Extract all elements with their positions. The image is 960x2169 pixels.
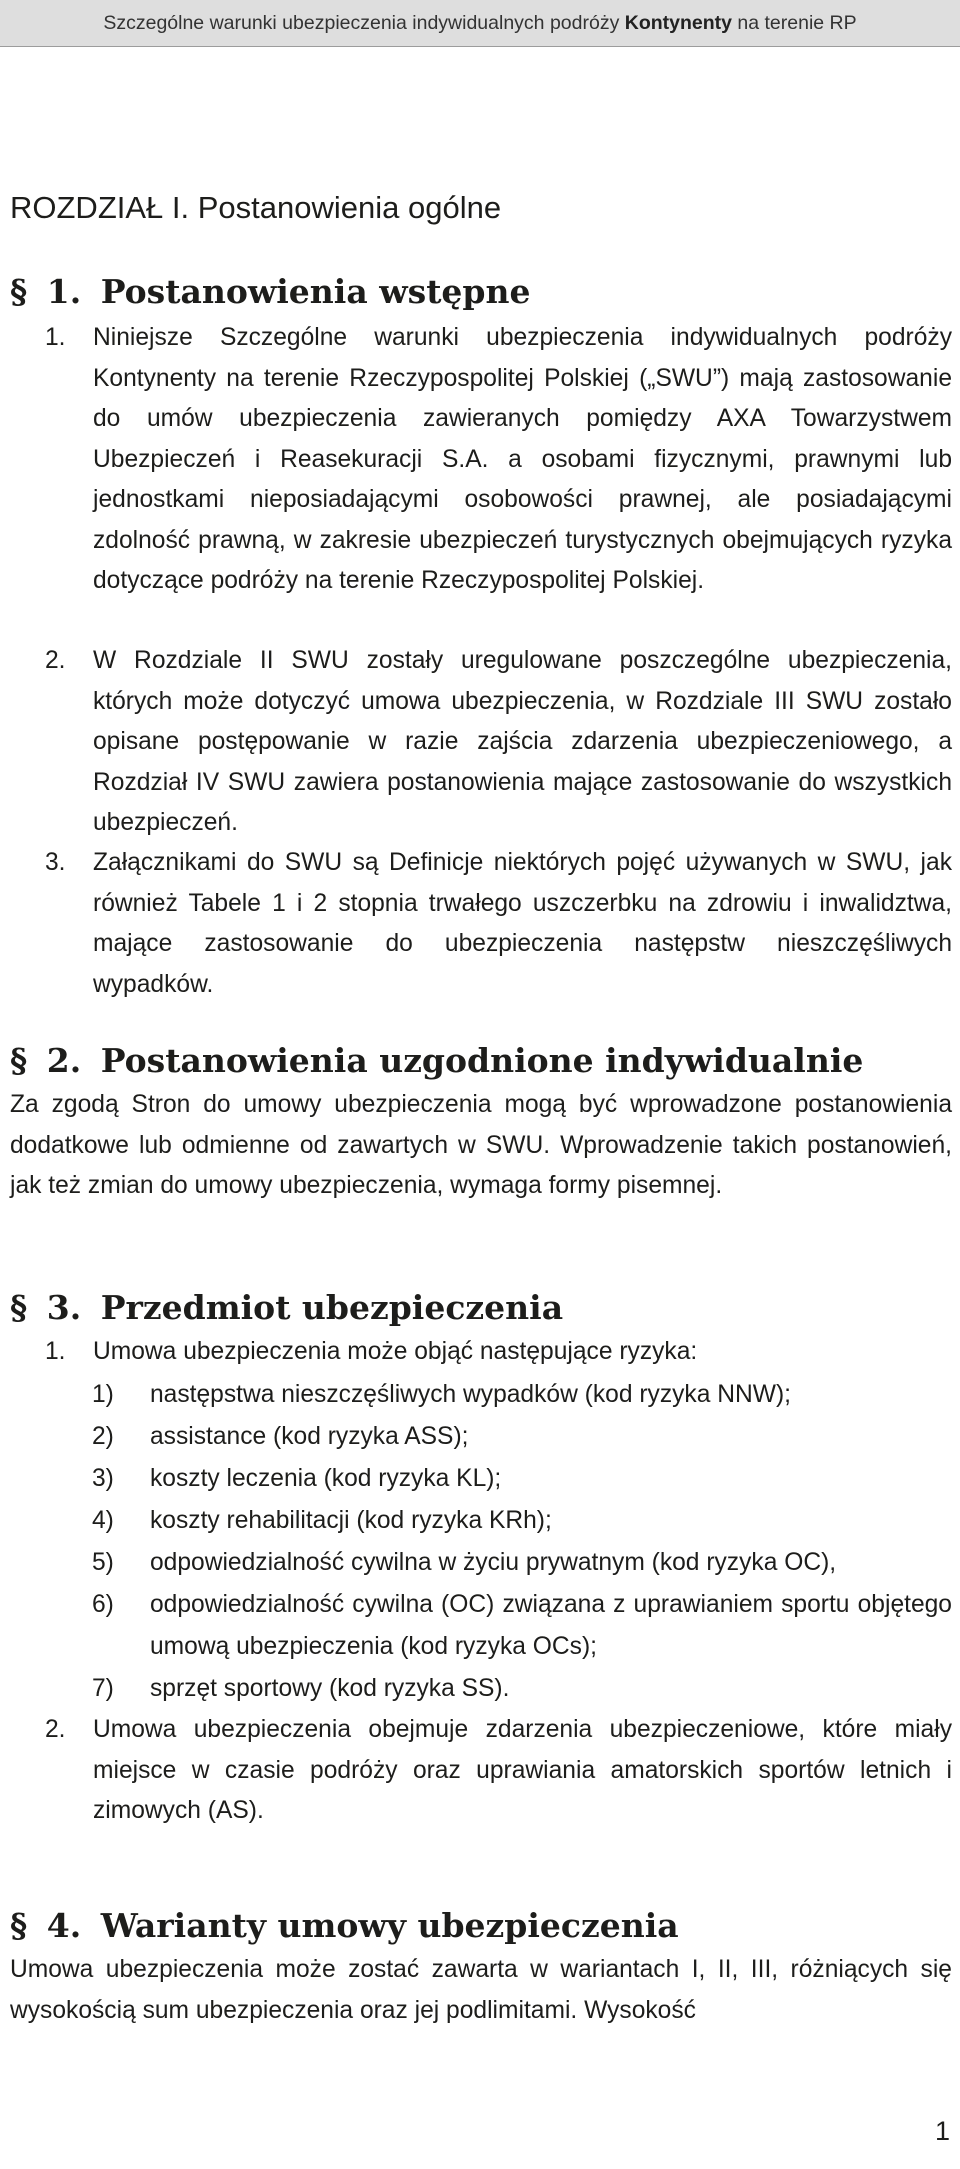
running-header <box>0 0 960 47</box>
risk-list-item <box>10 1458 952 1500</box>
risk-text: koszty leczenia (kod ryzyka KL); <box>150 1465 502 1492</box>
item-number: 2. <box>45 1716 66 1743</box>
item-number: 1. <box>45 1338 66 1365</box>
section-number: 2. <box>46 1041 82 1080</box>
section-4-title <box>10 1904 679 1948</box>
paragraph-text: Umowa ubezpieczenia może zostać zawarta w wariantach I, II, III, różniących się wysokością sum ubezpieczenia oraz jej podlimitami. Wysokość <box>10 1956 952 2024</box>
risk-text: sprzęt sportowy (kod ryzyka SS). <box>150 1675 510 1702</box>
section-heading: Warianty umowy ubezpieczenia <box>100 1906 679 1945</box>
section-heading: Postanowienia wstępne <box>100 272 531 311</box>
list-item <box>10 1332 952 1373</box>
risk-list-item <box>10 1668 952 1710</box>
section-sign: § <box>10 1906 28 1945</box>
section-number: 1. <box>46 272 82 311</box>
item-text: Umowa ubezpieczenia obejmuje zdarzenia ubezpieczeniowe, które miały miejsce w czasie podróży oraz uprawiania amatorskich sportów letnich i zimowych (AS). <box>93 1716 952 1824</box>
section-heading: Przedmiot ubezpieczenia <box>100 1288 564 1327</box>
item-number: 2. <box>45 647 66 674</box>
section-heading: Postanowienia uzgodnione indywidualnie <box>100 1041 864 1080</box>
item-text: Umowa ubezpieczenia może objąć następujące ryzyka: <box>93 1338 698 1365</box>
section-sign: § <box>10 1041 28 1080</box>
risk-number: 3) <box>92 1465 114 1492</box>
section-2-paragraph <box>10 1085 952 1207</box>
risk-number: 6) <box>92 1591 114 1618</box>
chapter-title: ROZDZIAŁ I. Postanowienia ogólne <box>10 190 502 225</box>
header-prefix: Szczególne warunki ubezpieczenia indywidualnych podróży <box>103 12 625 34</box>
risk-text: odpowiedzialność cywilna w życiu prywatnym (kod ryzyka OC), <box>150 1549 837 1576</box>
section-4-paragraph <box>10 1950 952 2031</box>
page-number: 1 <box>934 2116 950 2146</box>
list-item <box>10 1710 952 1832</box>
risk-number: 7) <box>92 1675 114 1702</box>
item-text: W Rozdziale II SWU zostały uregulowane poszczególne ubezpieczenia, których może dotyczyć umowa ubezpieczenia, w Rozdziale III SWU zostało opisane postępowanie w razie zajścia zdarzenia ubezpieczeniowego, a Rozdział IV SWU zawiera postanowienia mające zastosowanie do wszystkich ubezpieczeń. <box>93 647 952 836</box>
item-number: 1. <box>45 324 66 351</box>
risk-number: 2) <box>92 1423 114 1450</box>
header-suffix: na terenie RP <box>731 12 857 34</box>
item-number: 3. <box>45 849 66 876</box>
section-2-title <box>10 1039 863 1083</box>
risk-text: następstwa nieszczęśliwych wypadków (kod ryzyka NNW); <box>150 1381 791 1408</box>
risk-number: 4) <box>92 1507 114 1534</box>
list-item <box>10 641 952 844</box>
section-sign: § <box>10 1288 28 1327</box>
risk-list-item <box>10 1542 952 1584</box>
section-number: 4. <box>46 1906 82 1945</box>
risk-text: odpowiedzialność cywilna (OC) związana z uprawianiem sportu objętego umową ubezpieczenia (kod ryzyka OCs); <box>150 1591 952 1660</box>
risk-text: koszty rehabilitacji (kod ryzyka KRh); <box>150 1507 552 1534</box>
item-text: Załącznikami do SWU są Definicje niektórych pojęć używanych w SWU, jak również Tabele 1 i 2 stopnia trwałego uszczerbku na zdrowiu i inwalidztwa, mające zastosowanie do ubezpieczenia następstw nieszczęśliwych wypadków. <box>93 849 952 998</box>
risk-list-item <box>10 1584 952 1668</box>
list-item <box>10 843 952 1005</box>
risk-list-item <box>10 1374 952 1416</box>
header-product-name: Kontynenty <box>624 12 732 34</box>
risk-number: 5) <box>92 1549 114 1576</box>
section-3-title <box>10 1286 563 1330</box>
paragraph-text: Za zgodą Stron do umowy ubezpieczenia mogą być wprowadzone postanowienia dodatkowe lub odmienne od zawartych w SWU. Wprowadzenie takich postanowień, jak też zmian do umowy ubezpieczenia, wymaga formy pisemnej. <box>10 1091 952 1199</box>
risk-list-item <box>10 1500 952 1542</box>
risk-list-item <box>10 1416 952 1458</box>
item-text: Niniejsze Szczególne warunki ubezpieczenia indywidualnych podróży Kontynenty na terenie Rzeczypospolitej Polskiej („SWU”) mają zastosowanie do umów ubezpieczenia zawieranych pomiędzy AXA Towarzystwem Ubezpieczeń i Reasekuracji S.A. a osobami fizycznymi, prawnymi lub jednostkami nieposiadającymi osobowości prawnej, ale posiadającymi zdolność prawną, w zakresie ubezpieczeń turystycznych obejmujących ryzyka dotyczące podróży na terenie Rzeczypospolitej Polskiej. <box>93 324 952 594</box>
list-item <box>10 318 952 602</box>
section-sign: § <box>10 272 28 311</box>
risk-number: 1) <box>92 1381 114 1408</box>
section-number: 3. <box>46 1288 82 1327</box>
risk-text: assistance (kod ryzyka ASS); <box>150 1423 469 1450</box>
section-1-title <box>10 270 531 314</box>
